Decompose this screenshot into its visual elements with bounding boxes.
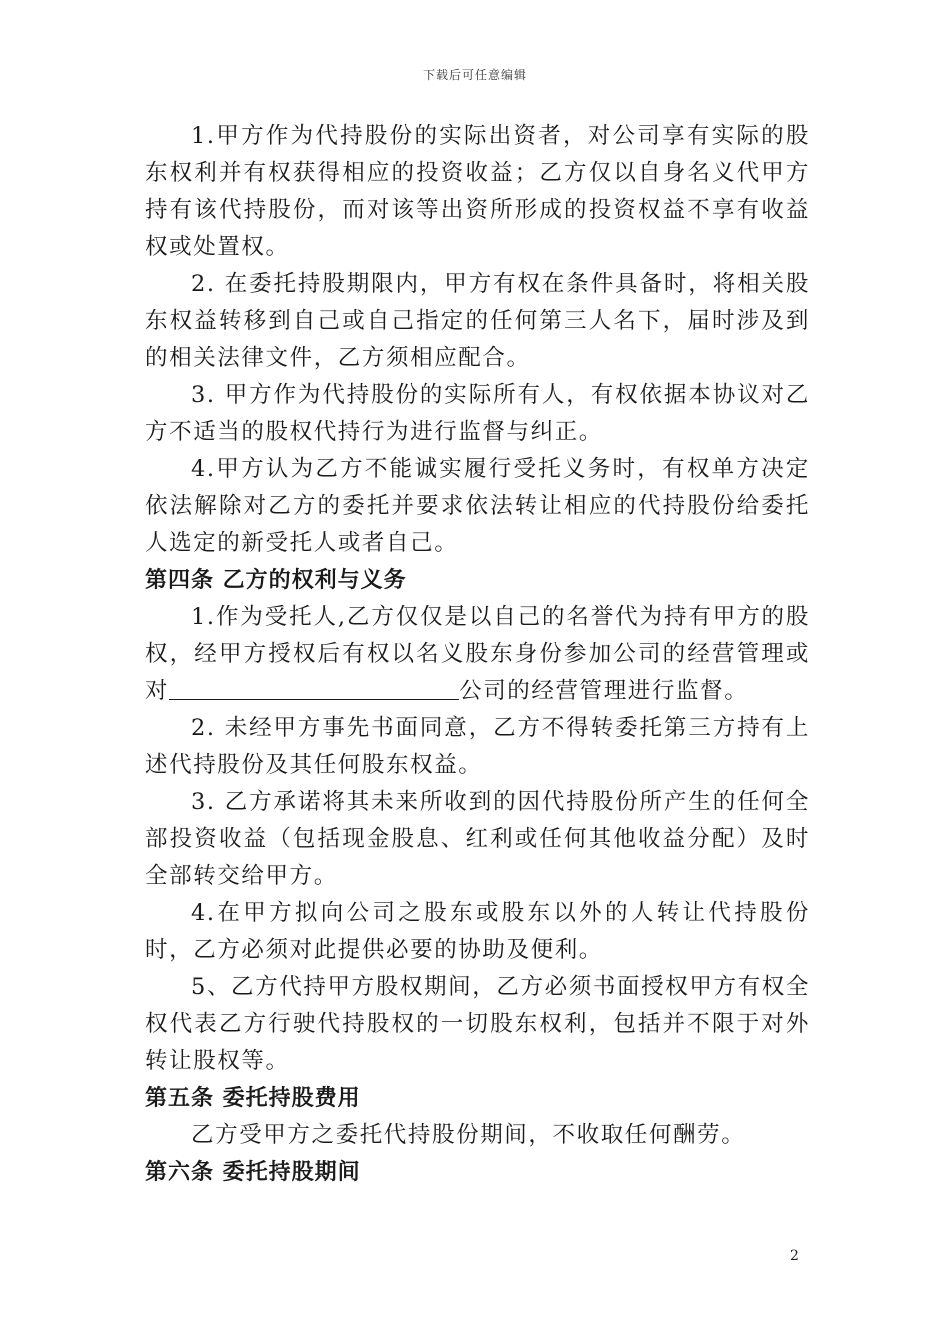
section3-item-2: 2. 在委托持股期限内，甲方有权在条件具备时，将相关股东权益转移到自己或自己指定的任何第三人名下，届时涉及到的相关法律文件，乙方须相应配合。 — [145, 271, 810, 371]
company-name-blank[interactable] — [169, 675, 459, 700]
section4-item-4: 4.在甲方拟向公司之股东或股东以外的人转让代持股份时，乙方必须对此提供必要的协助及便利。 — [145, 900, 810, 963]
section5-text: 乙方受甲方之委托代持股份期间，不收取任何酬劳。 — [191, 1122, 746, 1148]
section3-item-4: 4.甲方认为乙方不能诚实履行受托义务时，有权单方决定依法解除对乙方的委托并要求依法转让相应的代持股份给委托人选定的新受托人或者自己。 — [145, 456, 810, 556]
section3-item-3: 3. 甲方作为代持股份的实际所有人，有权依据本协议对乙方不适当的股权代持行为进行监督与纠正。 — [145, 382, 810, 445]
section4-item-1-text: 1.作为受托人,乙方仅仅是以自己的名誉代为持有甲方的股权，经甲方授权后有权以名义股东身份参加公司的经营管理或对 — [145, 604, 810, 704]
section4-heading: 第四条 乙方的权利与义务 — [145, 568, 407, 593]
page-number: 2 — [790, 1248, 799, 1264]
document-body — [145, 118, 810, 1191]
section4-item-1 — [145, 599, 810, 710]
section4-item-3: 3. 乙方承诺将其未来所收到的因代持股份所产生的任何全部投资收益（包括现金股息、红利或任何其他收益分配）及时全部转交给甲方。 — [145, 789, 810, 889]
section3-item-1: 1.甲方作为代持股份的实际出资者，对公司享有实际的股东权利并有权获得相应的投资收益；乙方仅以自身名义代甲方持有该代持股份，而对该等出资所形成的投资权益不享有收益权或处置权。 — [145, 123, 810, 260]
header-note: 下载后可任意编辑 — [422, 68, 527, 82]
section6-heading: 第六条 委托持股期间 — [145, 1160, 361, 1185]
section5-heading: 第五条 委托持股费用 — [145, 1086, 361, 1111]
section4-item-2: 2. 未经甲方事先书面同意，乙方不得转委托第三方持有上述代持股份及其任何股东权益。 — [145, 715, 810, 778]
section4-item-1-tail: 公司的经营管理进行监督。 — [459, 678, 749, 704]
section4-item-5: 5、乙方代持甲方股权期间，乙方必须书面授权甲方有权全权代表乙方行驶代持股权的一切股东权利，包括并不限于对外转让股权等。 — [145, 974, 810, 1074]
